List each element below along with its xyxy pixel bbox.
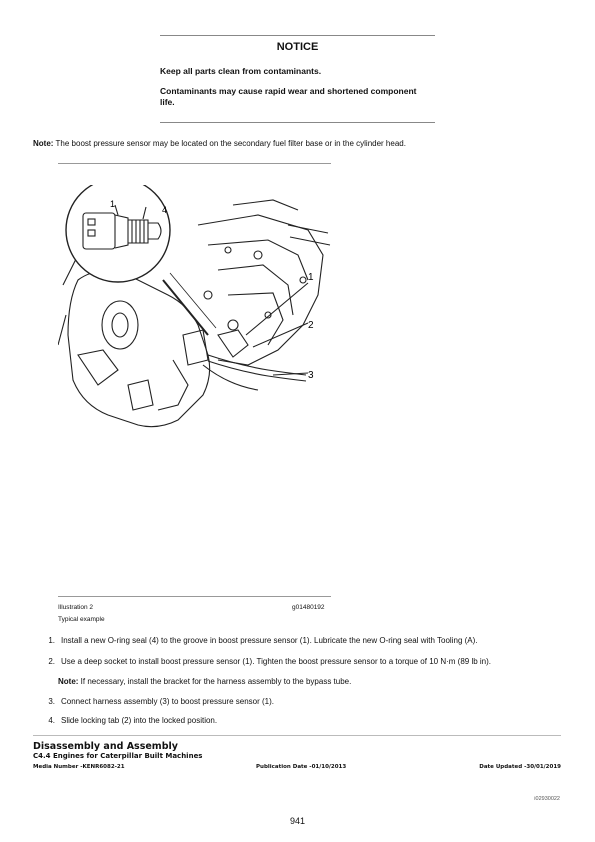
step-4 bbox=[40, 716, 560, 725]
step-2-text: Use a deep socket to install boost pressure sensor (1). Tighten the boost pressure sensor to a torque of 10 N·m (89 lb in). bbox=[61, 657, 491, 666]
footer-media-number: Media Number -KENR6082-21 bbox=[33, 764, 125, 770]
caption-code: g01480192 bbox=[292, 604, 325, 611]
illustration-boost-pressure-sensor bbox=[58, 185, 333, 435]
illustration-top-rule bbox=[58, 163, 331, 164]
step-2 bbox=[40, 657, 560, 666]
notice-bottom-rule bbox=[160, 122, 435, 123]
note-text: The boost pressure sensor may be located on the secondary fuel filter base or in the cylinder head. bbox=[53, 139, 406, 148]
step-3-text: Connect harness assembly (3) to boost pressure sensor (1). bbox=[61, 697, 274, 706]
footer-publication-date: Publication Date -01/10/2013 bbox=[256, 764, 347, 770]
footer-title: Disassembly and Assembly bbox=[33, 741, 178, 752]
notice-line-2b: life. bbox=[160, 96, 175, 107]
notice-line-2a: Contaminants may cause rapid wear and shortened component bbox=[160, 86, 417, 96]
note-paragraph bbox=[33, 139, 406, 148]
page-number: 941 bbox=[289, 816, 306, 826]
subnote-text: If necessary, install the bracket for the harness assembly to the bypass tube. bbox=[78, 677, 352, 686]
caption-sub: Typical example bbox=[58, 616, 105, 623]
note-label: Note: bbox=[33, 139, 54, 148]
step-4-num: 4. bbox=[48, 716, 55, 725]
callout-1: 1 bbox=[308, 272, 314, 283]
step-3 bbox=[40, 697, 560, 706]
footer-rule bbox=[33, 735, 561, 736]
step-4-text: Slide locking tab (2) into the locked position. bbox=[61, 716, 218, 725]
subnote-label: Note: bbox=[58, 677, 79, 686]
step-1 bbox=[40, 636, 560, 645]
callout-2: 2 bbox=[308, 320, 314, 331]
notice-line-2 bbox=[160, 86, 440, 107]
step-1-num: 1. bbox=[48, 636, 55, 645]
subnote bbox=[58, 677, 351, 686]
step-2-num: 2. bbox=[48, 657, 55, 666]
step-3-num: 3. bbox=[48, 697, 55, 706]
caption-label: Illustration 2 bbox=[58, 604, 94, 611]
callout-inset-4: 4 bbox=[162, 205, 168, 215]
notice-title: NOTICE bbox=[276, 41, 319, 53]
document-id: i02930022 bbox=[534, 796, 560, 802]
notice-top-rule bbox=[160, 35, 435, 36]
caption-rule bbox=[58, 596, 331, 597]
step-1-text: Install a new O-ring seal (4) to the groove in boost pressure sensor (1). Lubricate the new O-ring seal with Tooling (A). bbox=[61, 636, 478, 645]
footer-subtitle: C4.4 Engines for Caterpillar Built Machines bbox=[33, 752, 203, 760]
callout-3: 3 bbox=[308, 370, 314, 381]
notice-line-1: Keep all parts clean from contaminants. bbox=[160, 66, 322, 76]
footer-date-updated: Date Updated -30/01/2019 bbox=[479, 764, 561, 770]
callout-inset-1: 1 bbox=[110, 199, 116, 209]
